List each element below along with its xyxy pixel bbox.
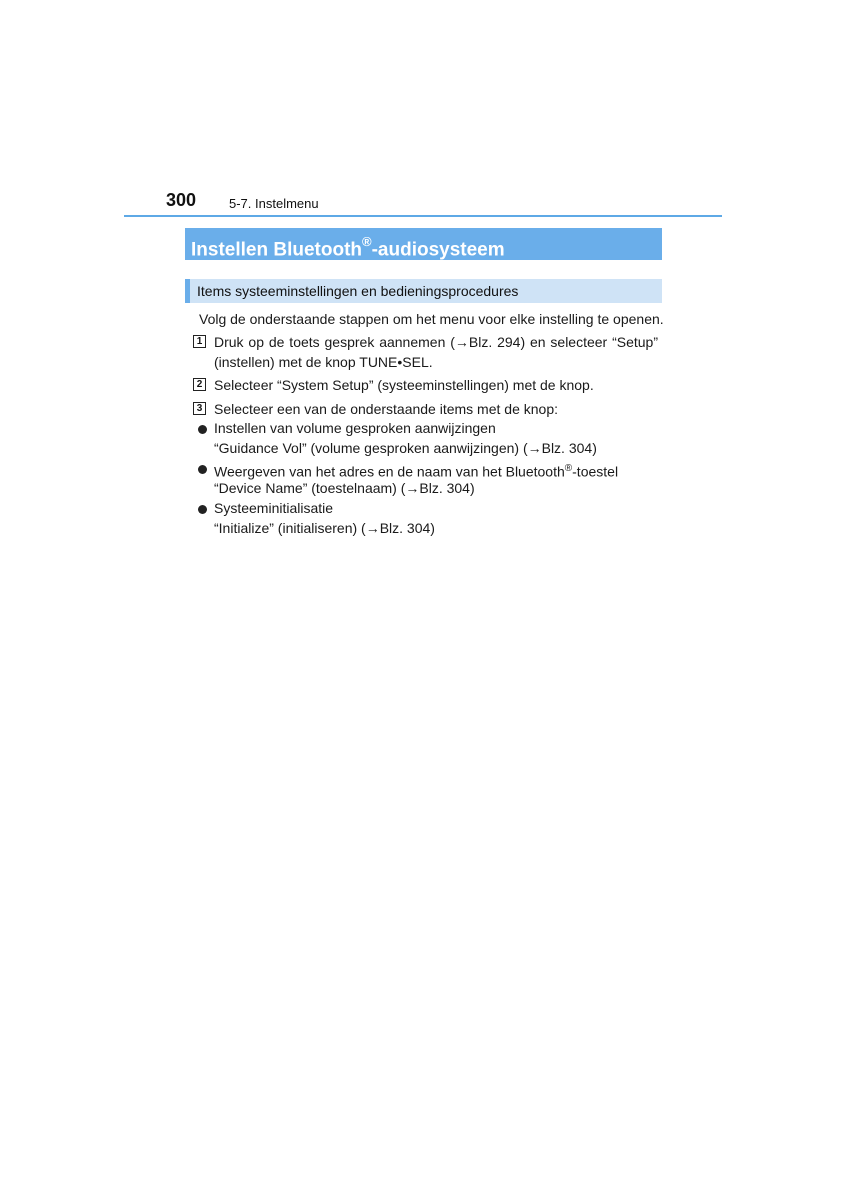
bullet-icon bbox=[198, 425, 207, 434]
registered-mark: ® bbox=[362, 234, 372, 249]
page-number: 300 bbox=[166, 190, 197, 210]
section-title bbox=[185, 228, 662, 260]
step-3-text: Selecteer een van de onderstaande items met de knop: bbox=[214, 401, 558, 417]
intro-text: Volg de onderstaande stappen om het menu voor elke instelling te openen. bbox=[199, 311, 664, 327]
step-number-3: 3 bbox=[193, 402, 206, 415]
header-rule bbox=[124, 215, 722, 217]
step-2-text: Selecteer “System Setup” (systeeminstellingen) met de knop. bbox=[214, 377, 594, 393]
registered-mark: ® bbox=[564, 463, 573, 474]
step-1-text: Druk op de toets gesprek aannemen (→Blz. 294) en selecteer “Setup” (instellen) met de knop TUNE•SEL. bbox=[214, 334, 658, 370]
bullet-2-line-1b: -toestel bbox=[572, 463, 619, 480]
section-title-suffix: -audiosysteem bbox=[371, 239, 505, 261]
subsection-title: Items systeeminstellingen en bedieningsprocedures bbox=[185, 279, 662, 303]
bullet-icon bbox=[198, 465, 207, 474]
bullet-3-line-1: Systeeminitialisatie bbox=[214, 500, 334, 516]
bullet-1-line-2: “Guidance Vol” (volume gesproken aanwijzingen) (→Blz. 304) bbox=[214, 440, 597, 456]
step-number-2: 2 bbox=[193, 378, 206, 391]
bullet-icon bbox=[198, 505, 207, 514]
bullet-3-line-2: “Initialize” (initialiseren) (→Blz. 304) bbox=[214, 520, 435, 536]
page-header bbox=[124, 188, 722, 218]
bullet-1-line-1: Instellen van volume gesproken aanwijzingen bbox=[214, 420, 496, 436]
step-number-1: 1 bbox=[193, 335, 206, 348]
bullet-2-line-2: “Device Name” (toestelnaam) (→Blz. 304) bbox=[214, 480, 475, 496]
section-title-text: Instellen Bluetooth bbox=[191, 239, 362, 261]
section-reference: 5-7. Instelmenu bbox=[229, 196, 319, 211]
bullet-2-line-1a: Weergeven van het adres en de naam van het Bluetooth bbox=[214, 463, 565, 480]
